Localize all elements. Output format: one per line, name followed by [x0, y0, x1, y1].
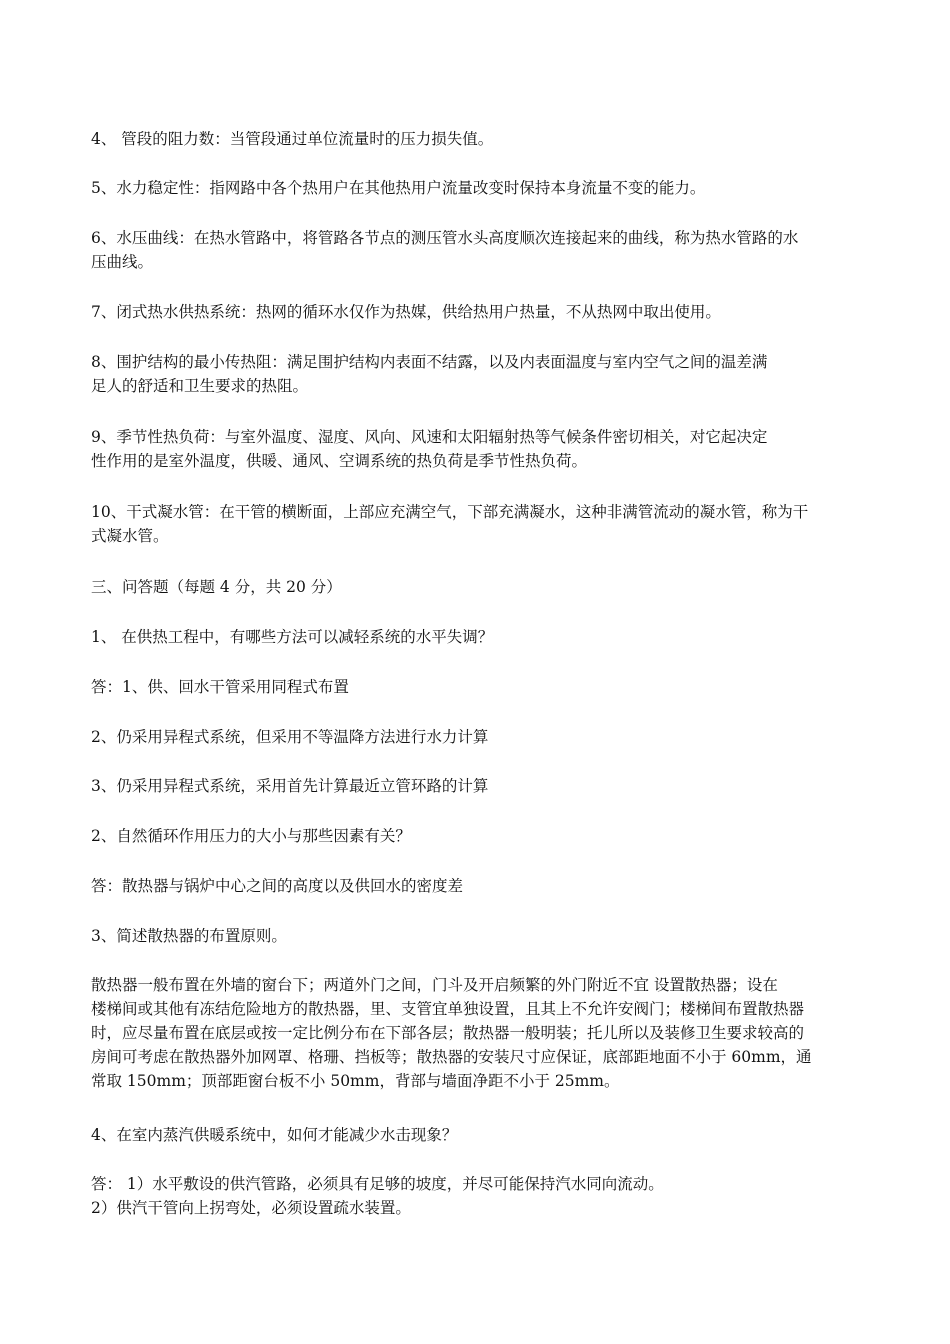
question-3: 3、简述散热器的布置原则。 [91, 927, 287, 945]
definition-5: 5、水力稳定性：指网路中各个热用户在其他热用户流量改变时保持本身流量不变的能力。 [91, 179, 706, 197]
answer-1-item-2: 2、仍采用异程式系统，但采用不等温降方法进行水力计算 [91, 728, 489, 746]
answer-4: 答： 1）水平敷设的供汽管路，必须具有足够的坡度，并尽可能保持汽水同向流动。 2）供汽干管向上拐弯处，必须设置疏水装置。 [91, 1175, 664, 1217]
definition-7: 7、闭式热水供热系统：热网的循环水仅作为热媒，供给热用户热量，不从热网中取出使用。 [91, 303, 721, 321]
definition-8: 8、围护结构的最小传热阻：满足围护结构内表面不结露，以及内表面温度与室内空气之间的温差满 足人的舒适和卫生要求的热阻。 [91, 353, 768, 395]
answer-3: 散热器一般布置在外墙的窗台下；两道外门之间，门斗及开启频繁的外门附近不宜 设置散热器；设在 楼梯间或其他有冻结危险地方的散热器，里、支管宜单独设置，且其上不允许安阀门；楼梯间布置散热器 时，应尽量布置在底层或按一定比例分布在下部各层；散热器一般明装；托儿所以及装修卫生要求较高的 房间可考虑在散热器外加网罩、格珊、挡板等；散热器的安装尺寸应保证，底部距地面不小于 60mm，通 常取 150mm；顶部距窗台板不小 50mm，背部与墙面净距不小于 25mm。 [91, 976, 812, 1090]
section-3-heading: 三、问答题（每题 4 分，共 20 分） [91, 578, 342, 596]
answer-2: 答：散热器与锅炉中心之间的高度以及供回水的密度差 [91, 877, 464, 895]
answer-1-item-1: 答：1、供、回水干管采用同程式布置 [91, 678, 349, 696]
definition-4: 4、 管段的阻力数：当管段通过单位流量时的压力损失值。 [91, 130, 494, 148]
question-4: 4、在室内蒸汽供暖系统中，如何才能减少水击现象？ [91, 1126, 458, 1144]
question-2: 2、自然循环作用压力的大小与那些因素有关？ [91, 827, 411, 845]
definition-9: 9、季节性热负荷：与室外温度、湿度、风向、风速和太阳辐射热等气候条件密切相关，对它起决定 性作用的是室外温度，供暖、通风、空调系统的热负荷是季节性热负荷。 [91, 428, 768, 470]
answer-1-item-3: 3、仍采用异程式系统，采用首先计算最近立管环路的计算 [91, 777, 489, 795]
question-1: 1、 在供热工程中，有哪些方法可以减轻系统的水平失调？ [91, 628, 494, 646]
definition-10: 10、干式凝水管：在干管的横断面，上部应充满空气，下部充满凝水，这种非满管流动的凝水管，称为干 式凝水管。 [91, 503, 809, 545]
definition-6: 6、水压曲线：在热水管路中，将管路各节点的测压管水头高度顺次连接起来的曲线，称为热水管路的水 压曲线。 [91, 229, 799, 271]
